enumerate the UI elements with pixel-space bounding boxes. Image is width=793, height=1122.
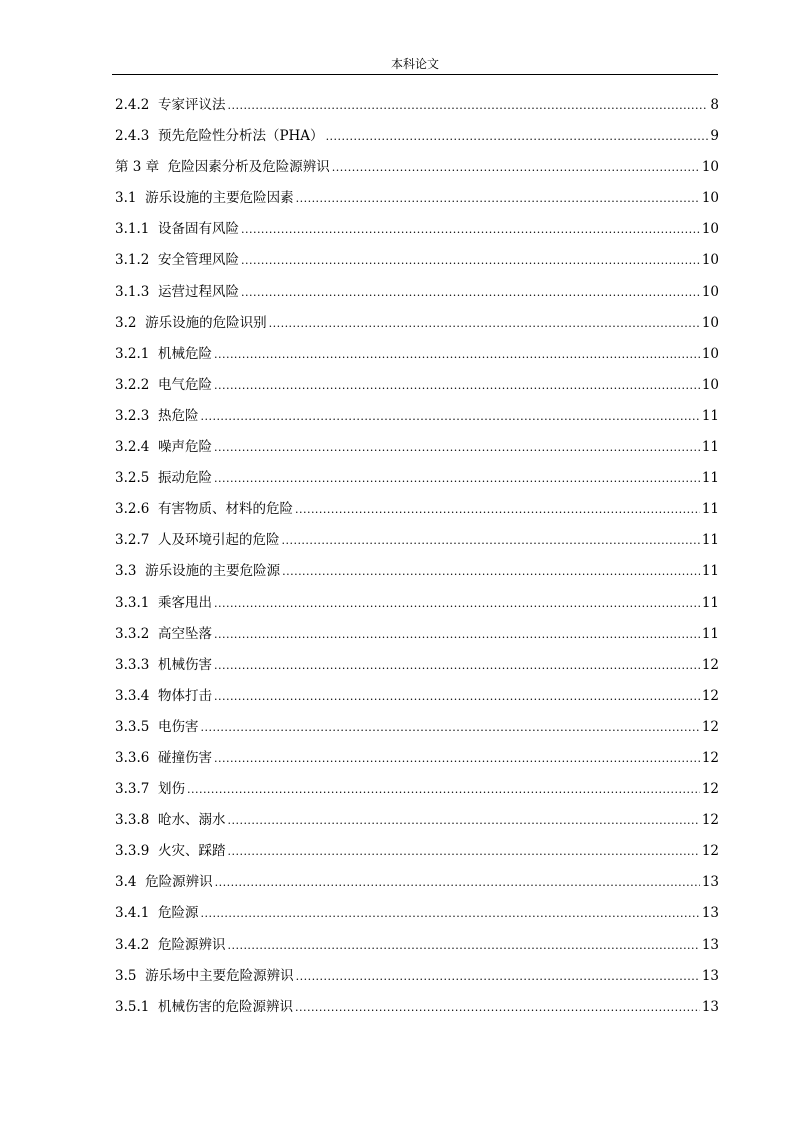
- toc-entry-separator: [149, 935, 158, 955]
- toc-entry-title: 机械危险: [157, 345, 212, 362]
- toc-entry-separator: [149, 344, 158, 364]
- toc-entry[interactable]: [115, 655, 719, 686]
- toc-entry-title: 游乐设施的主要危险因素: [145, 190, 294, 207]
- toc-entry-title: 危险因素分析及危险源辨识: [167, 159, 330, 176]
- toc-entry-page: 11: [701, 625, 719, 642]
- toc-entry-number: 3.2.7: [115, 532, 150, 549]
- toc-leader-dots: [214, 469, 700, 489]
- toc-leader-dots: [282, 562, 700, 582]
- toc-entry[interactable]: [115, 250, 719, 281]
- toc-entry-separator: [149, 717, 158, 737]
- toc-leader-dots: [295, 998, 700, 1018]
- toc-entry-title: 电气危险: [157, 376, 212, 393]
- toc-entry-title: 噪声危险: [157, 439, 212, 456]
- toc-entry-page: 11: [701, 594, 719, 611]
- toc-entry-title: 振动危险: [157, 470, 212, 487]
- toc-entry[interactable]: [115, 157, 719, 188]
- toc-entry-page: 13: [701, 998, 719, 1015]
- toc-entry-separator: [149, 593, 158, 613]
- toc-entry-title: 有害物质、材料的危险: [157, 501, 293, 518]
- toc-leader-dots: [214, 376, 700, 396]
- toc-leader-dots: [241, 220, 700, 240]
- toc-entry-separator: [149, 95, 158, 115]
- toc-entry-separator: [136, 872, 145, 892]
- toc-entry-title: 人及环境引起的危险: [157, 532, 280, 549]
- toc-leader-dots: [241, 251, 700, 271]
- toc-entry-number: 3.2.6: [115, 501, 150, 518]
- toc-leader-dots: [214, 656, 700, 676]
- toc-entry-number: 3.3.7: [115, 781, 150, 798]
- toc-entry[interactable]: [115, 561, 719, 592]
- toc-entry-page: 12: [701, 781, 719, 798]
- toc-entry-separator: [149, 375, 158, 395]
- toc-entry-separator: [136, 188, 145, 208]
- toc-entry-number: 2.4.2: [115, 97, 150, 113]
- toc-leader-dots: [227, 842, 699, 862]
- toc-entry-separator: [149, 810, 158, 830]
- toc-entry[interactable]: [115, 95, 719, 126]
- toc-entry[interactable]: [115, 935, 719, 966]
- toc-entry-separator: [149, 437, 158, 457]
- toc-entry[interactable]: [115, 997, 719, 1028]
- toc-entry-separator: [149, 779, 158, 799]
- toc-entry[interactable]: [115, 437, 719, 468]
- toc-entry[interactable]: [115, 313, 719, 344]
- toc-entry-page: 13: [701, 905, 719, 922]
- toc-entry-separator: [159, 157, 168, 177]
- toc-entry-number: 3.2: [115, 314, 137, 331]
- toc-entry-number: 3.1.3: [115, 283, 150, 300]
- toc-entry-title: 机械伤害: [157, 656, 212, 673]
- toc-entry[interactable]: [115, 624, 719, 655]
- toc-entry-number: 3.3.3: [115, 656, 150, 673]
- toc-entry-number: 3.3.6: [115, 749, 150, 766]
- toc-entry-number: 3.4: [115, 874, 137, 891]
- toc-leader-dots: [214, 687, 700, 707]
- toc-entry-separator: [136, 966, 145, 986]
- toc-entry-page: 11: [701, 470, 719, 487]
- toc-entry-page: 11: [701, 501, 719, 518]
- toc-entry[interactable]: [115, 499, 719, 530]
- toc-entry-page: 11: [701, 407, 719, 424]
- toc-entry-separator: [149, 997, 158, 1017]
- toc-entry[interactable]: [115, 219, 719, 250]
- toc-entry-separator: [149, 499, 158, 519]
- toc-entry-page: 12: [701, 656, 719, 673]
- toc-entry-separator: [149, 250, 158, 270]
- toc-entry-separator: [149, 406, 158, 426]
- toc-entry[interactable]: [115, 966, 719, 997]
- toc-entry-page: 12: [701, 812, 719, 829]
- toc-leader-dots: [281, 531, 699, 551]
- toc-entry-page: 12: [701, 718, 719, 735]
- toc-entry[interactable]: [115, 282, 719, 313]
- toc-entry[interactable]: [115, 717, 719, 748]
- toc-entry[interactable]: [115, 810, 719, 841]
- toc-entry-page: 10: [701, 221, 719, 238]
- toc-entry-separator: [149, 126, 158, 146]
- toc-entry-title: 运营过程风险: [157, 283, 239, 300]
- toc-entry-separator: [149, 748, 158, 768]
- toc-entry[interactable]: [115, 841, 719, 872]
- toc-leader-dots: [214, 625, 700, 645]
- toc-entry-number: 3.3.4: [115, 687, 150, 704]
- toc-entry-separator: [149, 219, 158, 239]
- toc-entry-number: 3.2.4: [115, 439, 150, 456]
- toc-leader-dots: [214, 345, 700, 365]
- toc-entry-separator: [136, 561, 145, 581]
- toc-entry-title: 火灾、踩踏: [157, 843, 226, 860]
- toc-entry[interactable]: [115, 593, 719, 624]
- toc-entry-separator: [149, 686, 158, 706]
- toc-entry-page: 10: [701, 159, 719, 176]
- toc-entry-title: 划伤: [157, 781, 185, 798]
- toc-leader-dots: [200, 904, 699, 924]
- toc-entry-title: 碰撞伤害: [157, 749, 212, 766]
- toc-entry-number: 3.2.2: [115, 376, 150, 393]
- toc-entry-separator: [136, 313, 145, 333]
- toc-entry-title: 危险源: [157, 905, 199, 922]
- toc-entry-title: 预先危险性分析法（PHA）: [157, 128, 324, 145]
- toc-entry-separator: [149, 282, 158, 302]
- toc-leader-dots: [326, 127, 709, 147]
- toc-entry-number: 3.4.2: [115, 936, 150, 953]
- toc-entry-title: 游乐场中主要危险源辨识: [145, 967, 294, 984]
- toc-entry-separator: [149, 655, 158, 675]
- toc-entry[interactable]: [115, 406, 719, 437]
- toc-entry-title: 专家评议法: [157, 97, 226, 113]
- toc-entry-number: 3.1: [115, 190, 137, 207]
- toc-leader-dots: [296, 967, 700, 987]
- toc-entry[interactable]: [115, 748, 719, 779]
- toc-entry-page: 12: [701, 843, 719, 860]
- toc-leader-dots: [241, 283, 700, 303]
- toc-entry-title: 热危险: [157, 407, 199, 424]
- toc-entry-separator: [149, 468, 158, 488]
- toc-entry-page: 11: [701, 532, 719, 549]
- toc-entry[interactable]: [115, 686, 719, 717]
- toc-entry-separator: [149, 903, 158, 923]
- page-header: 本科论文: [390, 57, 439, 71]
- toc-entry-page: 8: [710, 97, 719, 113]
- toc-entry-title: 游乐设施的主要危险源: [145, 563, 281, 580]
- toc-entry-title: 游乐设施的危险识别: [145, 314, 267, 331]
- toc-entry[interactable]: [115, 872, 719, 903]
- toc-entry-title: 危险源辨识: [145, 874, 213, 891]
- toc-entry-page: 13: [701, 967, 719, 984]
- toc-entry-separator: [149, 530, 158, 550]
- toc-leader-dots: [227, 96, 708, 116]
- toc-entry-separator: [149, 841, 158, 861]
- toc-entry[interactable]: [115, 188, 719, 219]
- toc-entry[interactable]: [115, 344, 719, 375]
- toc-leader-dots: [214, 438, 700, 458]
- header-rule: [112, 74, 718, 75]
- toc-entry-page: 10: [701, 252, 719, 269]
- toc-entry-number: 3.5.1: [115, 998, 150, 1015]
- toc-leader-dots: [215, 873, 700, 893]
- toc-leader-dots: [214, 749, 700, 769]
- toc-entry-title: 物体打击: [157, 687, 212, 704]
- toc-entry-title: 机械伤害的危险源辨识: [157, 998, 293, 1015]
- table-of-contents: [115, 95, 719, 1028]
- toc-entry-title: 乘客甩出: [157, 594, 212, 611]
- toc-entry[interactable]: [115, 903, 719, 934]
- toc-leader-dots: [296, 189, 700, 209]
- toc-entry-number: 3.2.1: [115, 345, 150, 362]
- toc-entry-page: 10: [701, 345, 719, 362]
- toc-leader-dots: [214, 594, 700, 614]
- toc-entry-page: 13: [701, 936, 719, 953]
- toc-entry-number: 第 3 章: [115, 159, 160, 176]
- toc-entry-title: 安全管理风险: [157, 252, 239, 269]
- toc-entry-title: 设备固有风险: [157, 221, 239, 238]
- toc-entry-number: 3.4.1: [115, 905, 150, 922]
- toc-entry-page: 12: [701, 687, 719, 704]
- toc-entry-number: 3.3.1: [115, 594, 150, 611]
- toc-leader-dots: [295, 500, 700, 520]
- toc-entry-title: 呛水、溺水: [157, 812, 226, 829]
- toc-leader-dots: [187, 780, 700, 800]
- toc-entry-page: 10: [701, 283, 719, 300]
- toc-entry-number: 3.2.5: [115, 470, 150, 487]
- toc-entry-page: 9: [710, 128, 719, 145]
- toc-entry-number: 3.1.2: [115, 252, 150, 269]
- toc-leader-dots: [200, 407, 699, 427]
- toc-entry-number: 3.3.5: [115, 718, 150, 735]
- toc-entry-number: 3.3.8: [115, 812, 150, 829]
- toc-entry[interactable]: [115, 375, 719, 406]
- toc-entry-number: 3.3: [115, 563, 137, 580]
- toc-leader-dots: [200, 718, 699, 738]
- toc-entry-page: 10: [701, 376, 719, 393]
- toc-leader-dots: [332, 158, 700, 178]
- toc-entry-page: 11: [701, 439, 719, 456]
- toc-entry[interactable]: [115, 126, 719, 157]
- toc-entry[interactable]: [115, 530, 719, 561]
- toc-entry-page: 11: [701, 563, 719, 580]
- toc-entry[interactable]: [115, 468, 719, 499]
- toc-entry-number: 3.2.3: [115, 407, 150, 424]
- toc-entry-number: 3.3.9: [115, 843, 150, 860]
- toc-entry-page: 13: [701, 874, 719, 891]
- toc-entry-number: 3.3.2: [115, 625, 150, 642]
- toc-entry-number: 3.5: [115, 967, 137, 984]
- toc-entry-title: 高空坠落: [157, 625, 212, 642]
- toc-leader-dots: [227, 936, 699, 956]
- toc-leader-dots: [269, 314, 700, 334]
- toc-entry-number: 3.1.1: [115, 221, 150, 238]
- toc-entry-page: 12: [701, 749, 719, 766]
- toc-entry[interactable]: [115, 779, 719, 810]
- toc-entry-page: 10: [701, 314, 719, 331]
- toc-entry-separator: [149, 624, 158, 644]
- toc-entry-number: 2.4.3: [115, 128, 150, 145]
- toc-leader-dots: [227, 811, 699, 831]
- toc-entry-page: 10: [701, 190, 719, 207]
- toc-entry-title: 电伤害: [157, 718, 199, 735]
- toc-entry-title: 危险源辨识: [157, 936, 226, 953]
